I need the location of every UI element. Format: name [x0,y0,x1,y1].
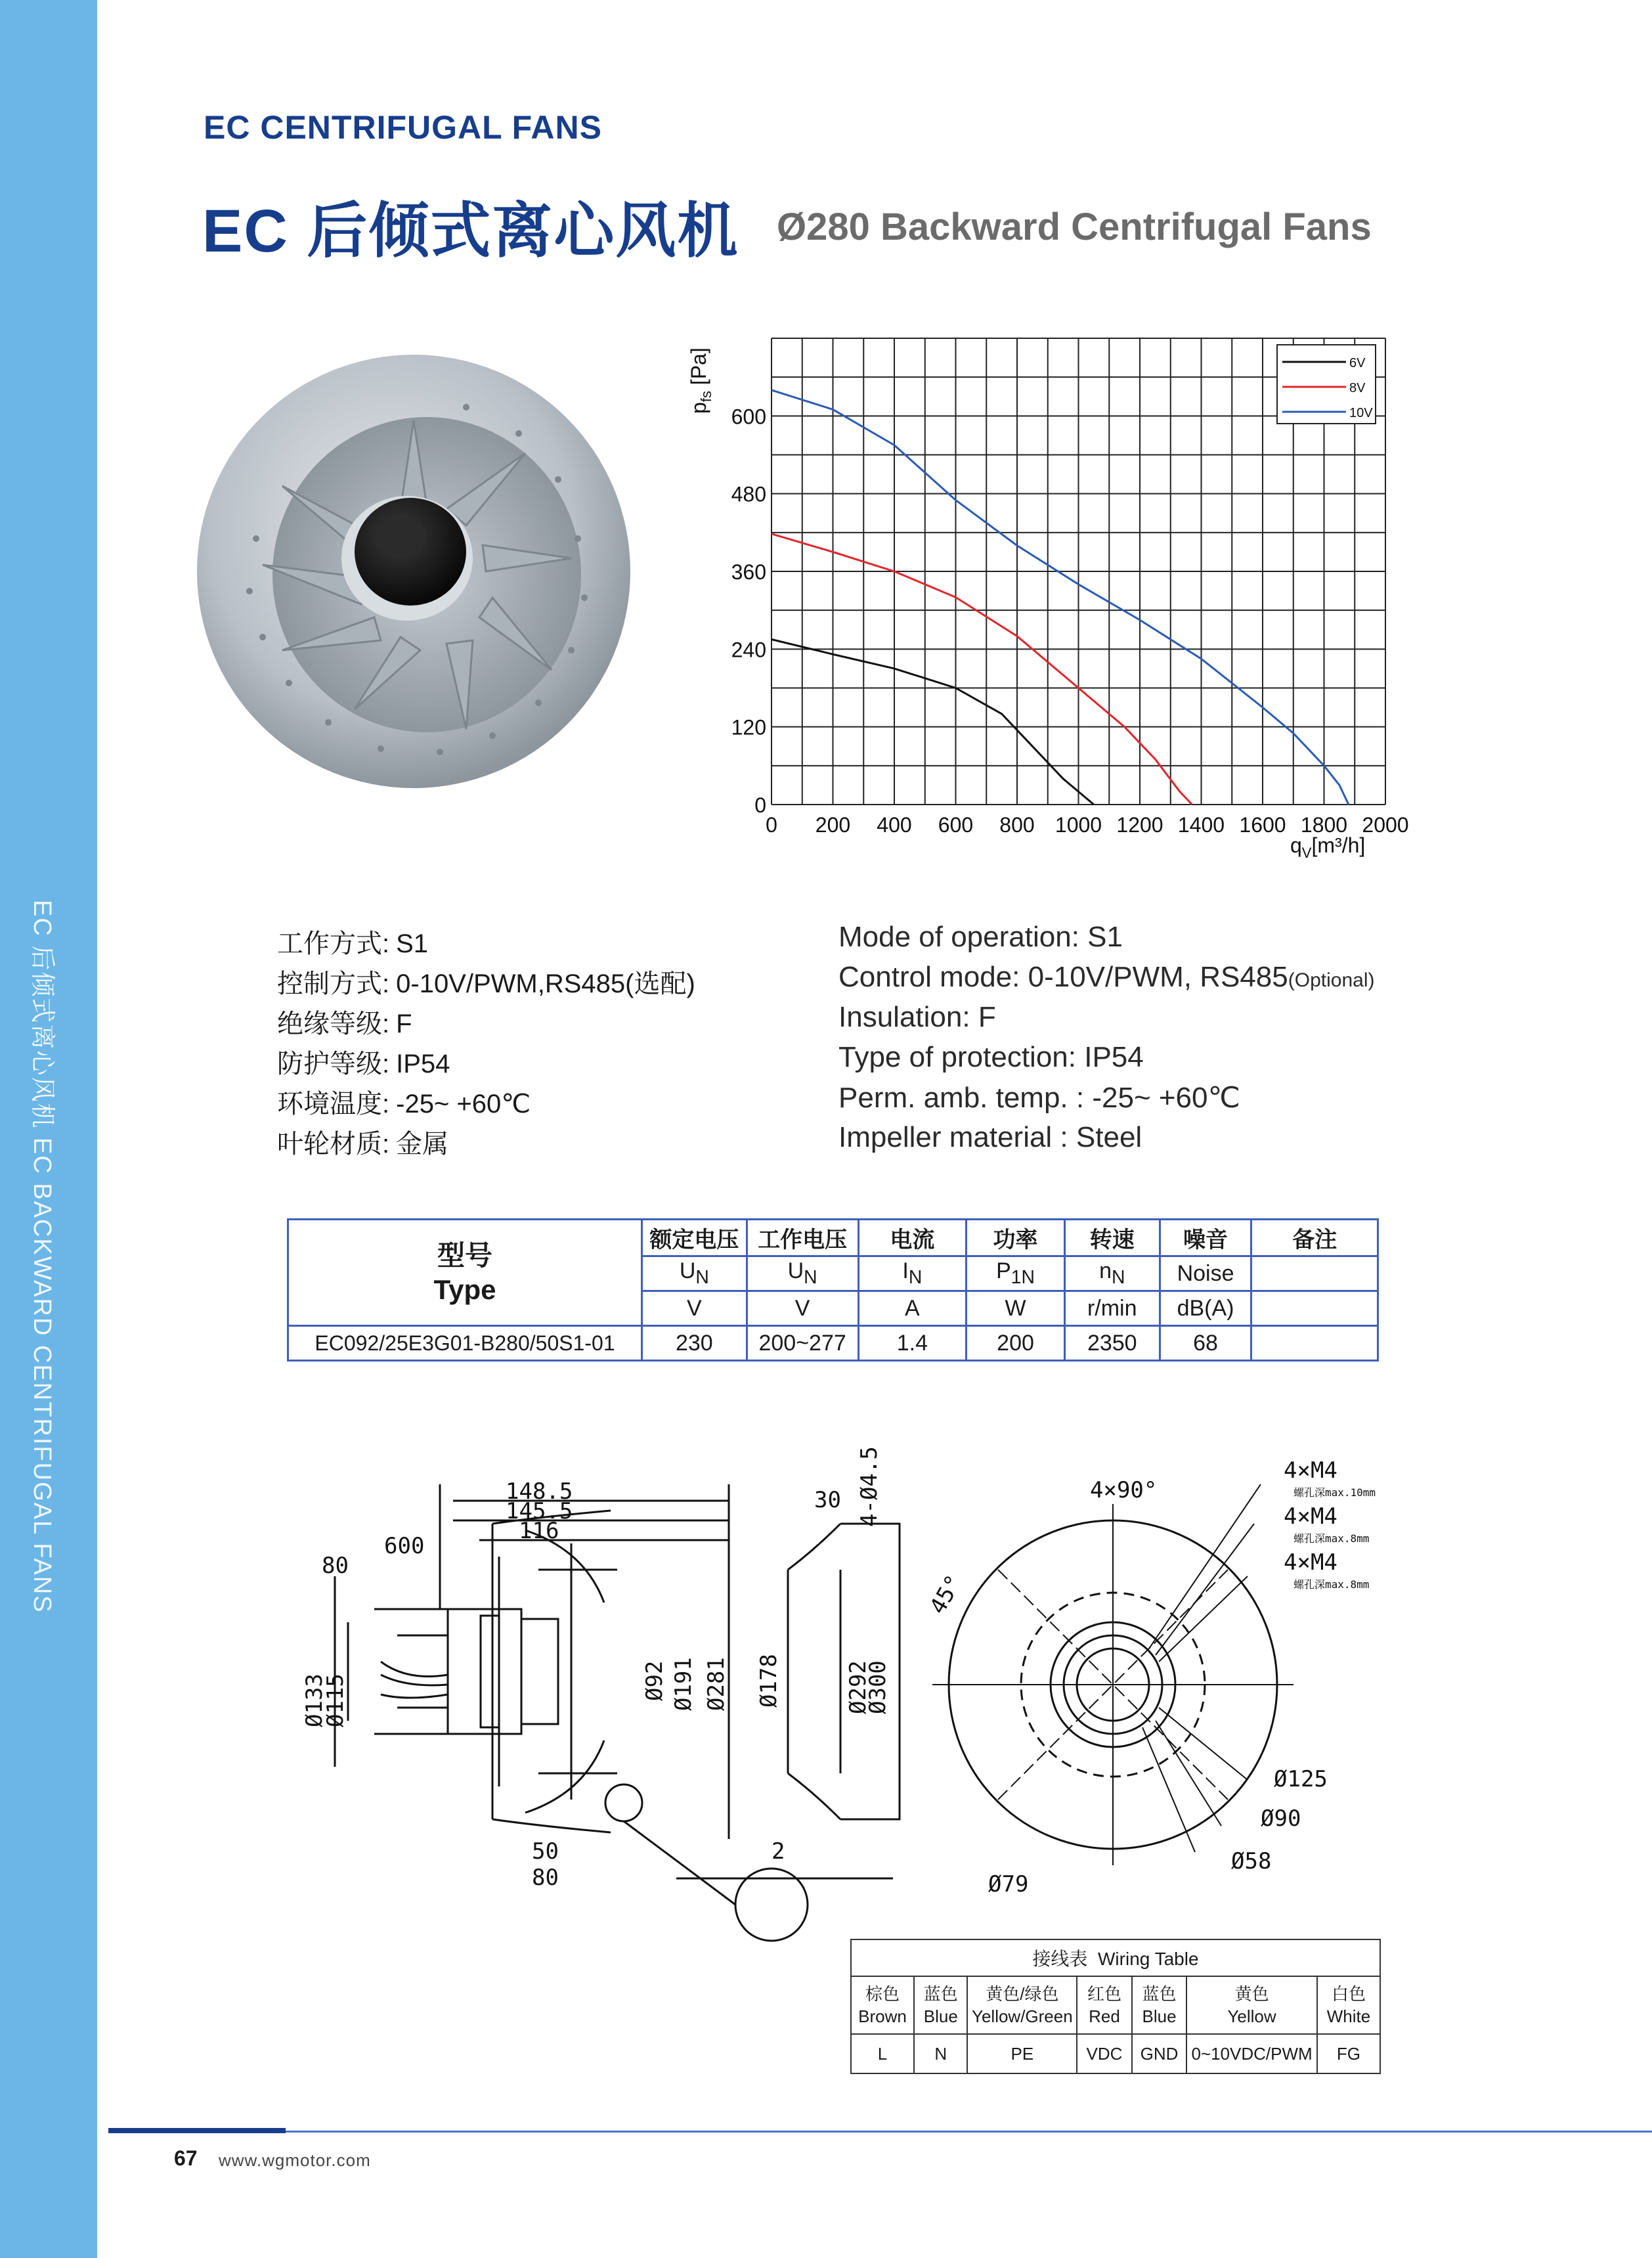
x-tick-label: 1600 [1239,813,1286,837]
dim-label: 4×M4 [1284,1549,1337,1576]
type-header: 型号 Type [288,1220,642,1326]
unit-cell: r/min [1064,1291,1160,1326]
symbol-cell: $U_N$ [642,1256,747,1291]
x-tick-label: 800 [999,813,1035,837]
x-tick-label: 1200 [1116,813,1163,837]
spec-row: Impeller material : Steel [838,1121,1142,1153]
column-header: 噪音 [1160,1220,1251,1256]
symbol-cell: $U_N$ [747,1256,858,1291]
x-tick-label: 400 [877,813,912,837]
table-row [288,1326,1378,1361]
wire-color: 蓝色 Blue [1132,1976,1187,2034]
dim-label: Ø92 [641,1660,668,1701]
wire-color: 黄色/绿色 Yellow/Green [967,1976,1077,2034]
page-title-cn: EC 后倾式离心风机 [202,198,739,265]
dim-label: 4-Ø4.5 [856,1446,882,1527]
unit-cell: dB(A) [1160,1291,1251,1326]
y-tick-label: 600 [731,405,766,429]
dim-label: 50 [532,1838,559,1865]
spec-row: Mode of operation: S1 [838,921,1123,953]
unit-cell: A [858,1291,967,1326]
dim-label: Ø58 [1231,1848,1272,1874]
dim-label: Ø90 [1261,1805,1301,1832]
x-tick-label: 1800 [1300,813,1348,837]
wire-signal: GND [1132,2034,1187,2073]
y-axis-label: $p_{fs}$ [Pa] [687,347,714,414]
y-tick-label: 120 [731,715,766,740]
spec-row: Perm. amb. temp. : -25~ +60℃ [838,1082,1240,1114]
spec-table [287,1218,1379,1361]
dim-label: 45° [924,1570,968,1619]
fan-product-image [184,342,643,801]
column-header: 电流 [858,1220,967,1256]
dim-label: 2 [772,1838,785,1865]
column-header: 备注 [1251,1220,1378,1256]
dim-label: Ø133 [301,1673,328,1727]
spec-row: Insulation: F [838,1001,996,1033]
spec-row: Control mode: 0-10V/PWM, RS485(Optional) [838,961,1375,993]
technical-drawing [276,1419,1392,1957]
dim-label: Ø300 [865,1660,891,1714]
spec-row: 叶轮材质: 金属 [277,1130,449,1159]
x-tick-label: 600 [938,813,974,837]
wire-signal: N [914,2034,967,2073]
spec-row: 绝缘等级: F [277,1009,412,1038]
y-tick-label: 480 [731,482,766,506]
value-cell: 1.4 [858,1326,967,1361]
wiring-table [850,1939,1381,2074]
dim-label: Ø281 [703,1657,729,1711]
front-view [932,1484,1293,1865]
dim-label: 148.5 [506,1478,573,1505]
unit-cell: W [967,1291,1065,1326]
legend-label: 6V [1349,356,1366,370]
symbol-cell: Noise [1160,1256,1251,1291]
x-tick-label: 1000 [1054,813,1102,837]
symbol-cell: $n_N$ [1064,1256,1160,1291]
wire-color: 白色 White [1317,1976,1380,2034]
value-cell: 68 [1160,1326,1251,1361]
y-tick-label: 0 [754,793,766,817]
x-tick-label: 0 [766,813,777,837]
wire-color: 红色 Red [1077,1976,1132,2034]
column-header: 功率 [967,1220,1065,1256]
footer-divider [108,2131,1652,2133]
column-header: 工作电压 [747,1220,858,1256]
wire-signal: PE [967,2034,1077,2073]
wire-color: 黄色 Yellow [1186,1976,1317,2034]
specs-en [838,921,1374,1161]
page-number: 67 [174,2146,198,2170]
x-axis-label: $q_V[m^3/h]$ [1290,833,1366,861]
dim-label: 4×M4 [1284,1503,1337,1530]
dim-label: 4×90° [1090,1477,1158,1503]
model-cell: EC092/25E3G01-B280/50S1-01 [288,1326,642,1361]
sidebar-caption: EC 后倾式离心风机 EC BACKWARD CENTRIFUGAL FANS [28,900,56,1614]
spec-row: 工作方式: S1 [277,929,429,958]
value-cell [1251,1326,1378,1361]
dim-label: Ø125 [1274,1766,1328,1792]
symbol-cell [1251,1256,1378,1291]
unit-cell: V [747,1291,858,1326]
wiring-title: 接线表 Wiring Table [851,1939,1380,1976]
dim-label: Ø191 [670,1657,697,1711]
chart-legend [1277,345,1376,424]
website-link[interactable]: www.wgmotor.com [219,2150,371,2170]
wire-signal: VDC [1077,2034,1132,2073]
column-header: 额定电压 [642,1220,747,1256]
value-cell: 200 [967,1326,1065,1361]
dim-note: 螺孔深max.8mm [1293,1532,1370,1545]
wire-signal: 0~10VDC/PWM [1186,2034,1317,2073]
y-tick-label: 240 [731,638,766,662]
dim-label: 116 [519,1518,559,1544]
dim-note: 螺孔深max.8mm [1293,1578,1370,1591]
symbol-cell: $P_{1N}$ [967,1256,1065,1291]
unit-cell [1251,1291,1378,1326]
x-tick-label: 1400 [1177,813,1225,837]
legend-label: 8V [1349,381,1366,395]
dim-label: 30 [814,1487,841,1513]
section-label: EC CENTRIFUGAL FANS [204,109,602,146]
wire-color: 棕色 Brown [851,1976,914,2034]
dim-label: Ø79 [988,1871,1029,1897]
series-line-6V [772,640,1094,805]
value-cell: 200~277 [747,1326,858,1361]
wire-color: 蓝色 Blue [914,1976,967,2034]
legend-label: 10V [1349,406,1373,420]
wire-signal: L [851,2034,914,2073]
dim-note: 螺孔深max.10mm [1293,1486,1376,1499]
dim-label: Ø115 [322,1673,349,1727]
value-cell: 2350 [1064,1326,1160,1361]
series-line-8V [772,534,1192,805]
dim-label: 600 [384,1533,425,1559]
column-header: 转速 [1064,1220,1160,1256]
x-tick-label: 2000 [1362,813,1409,837]
dim-label: Ø292 [845,1660,871,1714]
fan-performance-chart [676,322,1445,874]
specs-cn [277,923,695,1163]
spec-row: 防护等级: IP54 [277,1050,450,1078]
symbol-cell: $I_N$ [858,1256,967,1291]
sidebar-band [0,0,97,2258]
y-tick-label: 360 [731,560,766,584]
footer-accent [108,2128,286,2133]
dim-label: Ø178 [756,1654,782,1708]
page-title-en: Ø280 Backward Centrifugal Fans [777,206,1372,248]
value-cell: 230 [642,1326,747,1361]
spec-row: Type of protection: IP54 [838,1041,1144,1073]
spec-row: 控制方式: 0-10V/PWM,RS485(选配) [277,969,695,998]
unit-cell: V [642,1291,747,1326]
wire-signal: FG [1317,2034,1380,2073]
dim-label: 4×M4 [1284,1457,1337,1484]
x-tick-label: 200 [815,813,851,837]
dim-label: 80 [322,1553,349,1579]
dim-label: 80 [532,1865,559,1891]
dim-label: 145.5 [506,1498,573,1524]
spec-row: 环境温度: -25~ +60℃ [277,1090,531,1118]
